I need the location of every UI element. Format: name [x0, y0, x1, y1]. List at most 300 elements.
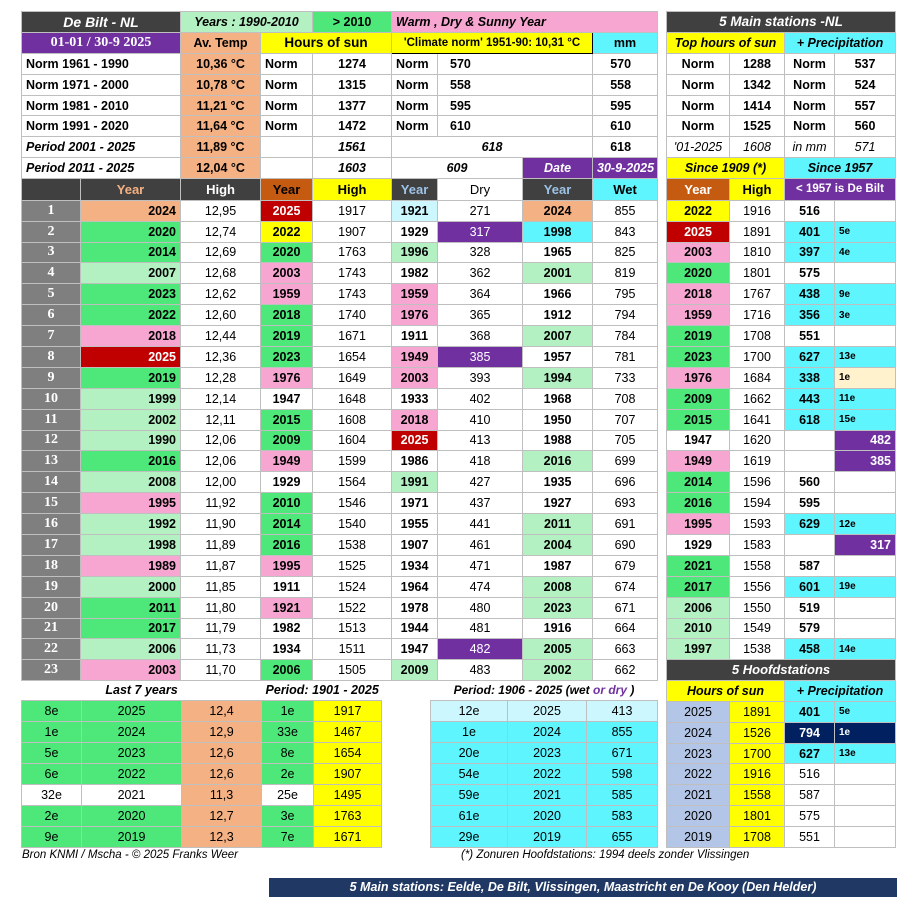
- wet-value: 699: [593, 451, 658, 472]
- rank-number: 23: [22, 660, 81, 681]
- wet-rank: 61e: [431, 805, 508, 826]
- main5-row: [667, 493, 896, 514]
- temp-year: 2002: [81, 409, 181, 430]
- rank-number: 7: [22, 326, 81, 347]
- wet-year: 2002: [523, 660, 593, 681]
- temp-year: 1999: [81, 388, 181, 409]
- last7-year: 2019: [82, 826, 182, 847]
- sun-year: 1995: [261, 555, 313, 576]
- wet-year: 2020: [508, 805, 587, 826]
- m-year: 2015: [667, 409, 730, 430]
- main5-row: [667, 514, 896, 535]
- sun-year: 2025: [261, 200, 313, 221]
- dry-value: 483: [438, 660, 523, 681]
- norm5-sun: 1414: [730, 95, 785, 116]
- m-sun: 1619: [730, 451, 785, 472]
- period-temp: 12,04 °C: [181, 158, 261, 179]
- norm5-sun: 1288: [730, 53, 785, 74]
- sun-value: 1564: [313, 472, 392, 493]
- wet-value: 679: [593, 555, 658, 576]
- since-row: [667, 158, 896, 179]
- norm-word: Norm: [392, 116, 438, 137]
- hoofd-precip-rank: [835, 827, 896, 848]
- date-value: 30-9-2025: [593, 158, 658, 179]
- wet-rank: 29e: [431, 826, 508, 847]
- ranking-row: [22, 576, 658, 597]
- sun-value: 1511: [313, 639, 392, 660]
- dry-value: 480: [438, 597, 523, 618]
- rank-number: 3: [22, 242, 81, 263]
- temp-value: 11,92: [181, 493, 261, 514]
- sun-year: 2010: [261, 493, 313, 514]
- wet-value: 585: [587, 784, 658, 805]
- main5-row: [667, 221, 896, 242]
- m-year: 2020: [667, 263, 730, 284]
- ranking-row: [22, 263, 658, 284]
- wet-value: 794: [593, 305, 658, 326]
- temp-year: 2016: [81, 451, 181, 472]
- wet-year: 1965: [523, 242, 593, 263]
- m-precip: 397: [785, 242, 835, 263]
- sun-value: 1522: [313, 597, 392, 618]
- dry-year: 1964: [392, 576, 438, 597]
- m-precip-rank: [835, 326, 896, 347]
- wet-row: [431, 826, 658, 847]
- ranking-row: [22, 430, 658, 451]
- m-high-header: High: [730, 179, 785, 201]
- norm-dry: 610: [438, 116, 593, 137]
- temp-value: 12,11: [181, 409, 261, 430]
- rank-number: 15: [22, 493, 81, 514]
- main5-row: [667, 305, 896, 326]
- main5-row: [667, 409, 896, 430]
- temp-year: 2008: [81, 472, 181, 493]
- last7-temp: 12,4: [182, 701, 262, 722]
- avtemp-header: Av. Temp: [181, 32, 261, 53]
- m-precip-rank: 5e: [835, 221, 896, 242]
- wet-value: 795: [593, 284, 658, 305]
- rank-number: 11: [22, 409, 81, 430]
- source-note: Bron KNMI / Mscha - © 2025 Franks Weer: [22, 849, 238, 861]
- period-dry: 609: [392, 158, 523, 179]
- sun-year: 2018: [261, 305, 313, 326]
- dry-year: 1982: [392, 263, 438, 284]
- sun-high-header: High: [313, 179, 392, 201]
- temp-value: 11,80: [181, 597, 261, 618]
- main5-row: [667, 639, 896, 660]
- m-year: 1949: [667, 451, 730, 472]
- sun-value: 1743: [313, 263, 392, 284]
- hoofd-year: 2025: [667, 701, 730, 722]
- temp-rank: 1e: [22, 722, 82, 743]
- m-sun: 1767: [730, 284, 785, 305]
- m-year: 1976: [667, 367, 730, 388]
- hoofd-year: 2023: [667, 743, 730, 764]
- sun-value: 1740: [313, 305, 392, 326]
- rank-number: 4: [22, 263, 81, 284]
- last7-row: [22, 722, 382, 743]
- ranking-row: [22, 472, 658, 493]
- norm-row: [22, 74, 658, 95]
- wet-year: 1916: [523, 618, 593, 639]
- sun-year: 1949: [261, 451, 313, 472]
- sun-year: 2022: [261, 221, 313, 242]
- period5-row: [667, 137, 896, 158]
- m-year: 1995: [667, 514, 730, 535]
- period-wet: 618: [593, 137, 658, 158]
- norm5-precip: 524: [835, 74, 896, 95]
- norm-dry: 558: [438, 74, 593, 95]
- m-precip: 627: [785, 346, 835, 367]
- wet-value: 598: [587, 764, 658, 785]
- dry-year: 2025: [392, 430, 438, 451]
- period-sun: 1561: [313, 137, 392, 158]
- hoofd-precip: 401: [785, 701, 835, 722]
- temp-value: 12,69: [181, 242, 261, 263]
- wet-year: 2025: [508, 701, 587, 722]
- blank: [261, 137, 313, 158]
- rank-number: 17: [22, 534, 81, 555]
- wet-value: 843: [593, 221, 658, 242]
- temp-rank: 2e: [22, 805, 82, 826]
- m-year: 1947: [667, 430, 730, 451]
- main5-row: [667, 618, 896, 639]
- dry-value: 427: [438, 472, 523, 493]
- wet-value: 784: [593, 326, 658, 347]
- wet-row: [431, 805, 658, 826]
- m-precip: 356: [785, 305, 835, 326]
- main5-row: [667, 263, 896, 284]
- sun-year: 1929: [261, 472, 313, 493]
- temp-year: 2014: [81, 242, 181, 263]
- ranking-row: [22, 534, 658, 555]
- norm-word: Norm: [261, 53, 313, 74]
- main5-row: [667, 555, 896, 576]
- main5-row: [667, 326, 896, 347]
- m-year-header: Year: [667, 179, 730, 201]
- hoofd-sun: 1801: [730, 806, 785, 827]
- m-precip: 575: [785, 263, 835, 284]
- norm5-sun: 1525: [730, 116, 785, 137]
- norm5-word: Norm: [667, 74, 730, 95]
- m-precip-rank: [835, 555, 896, 576]
- wet-value: 855: [587, 722, 658, 743]
- rank-number: 5: [22, 284, 81, 305]
- m-sun: 1538: [730, 639, 785, 660]
- wet-year: 1935: [523, 472, 593, 493]
- last7-temp: 12,7: [182, 805, 262, 826]
- sun-value: 1538: [313, 534, 392, 555]
- sun-value: 1540: [313, 514, 392, 535]
- m-precip: 516: [785, 200, 835, 221]
- hoofd-precip: 551: [785, 827, 835, 848]
- dry-year: 1929: [392, 221, 438, 242]
- m-precip-rank: 1e: [835, 367, 896, 388]
- m-precip: [785, 534, 835, 555]
- norm-word: Norm: [392, 74, 438, 95]
- sun-year: 2015: [261, 409, 313, 430]
- wet-year: 1987: [523, 555, 593, 576]
- hoofd-sun-header: Hours of sun: [667, 680, 785, 701]
- hoofd-title: 5 Hoofdstations: [667, 660, 896, 681]
- norm5-row: [667, 74, 896, 95]
- dry-value: 441: [438, 514, 523, 535]
- ranking-row: [22, 639, 658, 660]
- hoofd-year: 2024: [667, 722, 730, 743]
- wet-header: Wet: [593, 179, 658, 201]
- main5-row: [667, 367, 896, 388]
- ranking-row: [22, 367, 658, 388]
- dry-value: 393: [438, 367, 523, 388]
- temp-value: 12,06: [181, 430, 261, 451]
- ranking-row: [22, 597, 658, 618]
- dry-header: Dry: [438, 179, 523, 201]
- dry-value: 271: [438, 200, 523, 221]
- m-sun: 1662: [730, 388, 785, 409]
- temp-year: 2024: [81, 200, 181, 221]
- norm5-word: Norm: [785, 116, 835, 137]
- dry-year: 1921: [392, 200, 438, 221]
- wet-year: 2008: [523, 576, 593, 597]
- wet-year: 1957: [523, 346, 593, 367]
- m-year: 2016: [667, 493, 730, 514]
- m-year: 2021: [667, 555, 730, 576]
- main5-row: [667, 472, 896, 493]
- temp-year: 2025: [81, 346, 181, 367]
- wet-year: 2021: [508, 784, 587, 805]
- ranking-row: [22, 409, 658, 430]
- wet-dry-table: [430, 680, 658, 848]
- hoofd-precip: 627: [785, 743, 835, 764]
- wet-value: 655: [587, 826, 658, 847]
- sun-rank: 8e: [262, 743, 314, 764]
- hoofd-precip-rank: 1e: [835, 722, 896, 743]
- hoofd-row: [667, 701, 896, 722]
- wet-row: [431, 722, 658, 743]
- dry-year: 1976: [392, 305, 438, 326]
- m-precip: 551: [785, 326, 835, 347]
- hoofd-sun: 1916: [730, 764, 785, 785]
- main-stations-table: [666, 11, 896, 660]
- dry-value: 413: [438, 430, 523, 451]
- wet-year: 2019: [508, 826, 587, 847]
- m-year: 2014: [667, 472, 730, 493]
- years-range: Years : 1990-2010: [181, 12, 313, 33]
- last7-temp: 11,3: [182, 784, 262, 805]
- dry-year: 1986: [392, 451, 438, 472]
- m-precip: 438: [785, 284, 835, 305]
- hoofd-precip-rank: [835, 806, 896, 827]
- last7-sun: 1467: [314, 722, 382, 743]
- norm-word: Norm: [392, 53, 438, 74]
- period-label: Period 2011 - 2025: [22, 158, 181, 179]
- last7-temp: 12,6: [182, 764, 262, 785]
- ranking-row: [22, 660, 658, 681]
- hoofd-sun: 1708: [730, 827, 785, 848]
- norm-temp: 11,64 °C: [181, 116, 261, 137]
- period5-unit: in mm: [785, 137, 835, 158]
- wet-year: 1966: [523, 284, 593, 305]
- m-precip: 443: [785, 388, 835, 409]
- dry-value: 418: [438, 451, 523, 472]
- m-precip: 338: [785, 367, 835, 388]
- temp-year: 2022: [81, 305, 181, 326]
- dry-year: 2009: [392, 660, 438, 681]
- sun-year: 2009: [261, 430, 313, 451]
- m-year: 2006: [667, 597, 730, 618]
- main5-title: 5 Main stations -NL: [667, 12, 896, 33]
- wet-row: [431, 743, 658, 764]
- m-precip-rank: 11e: [835, 388, 896, 409]
- hoofd-precip: 516: [785, 764, 835, 785]
- norm5-precip: 537: [835, 53, 896, 74]
- m-precip-rank: 13e: [835, 346, 896, 367]
- last7-temp: 12,9: [182, 722, 262, 743]
- wet-value: 664: [593, 618, 658, 639]
- dry-year: 1978: [392, 597, 438, 618]
- period5-label: '01-2025: [667, 137, 730, 158]
- norm-word: Norm: [261, 116, 313, 137]
- m-year: 2003: [667, 242, 730, 263]
- hoofd-sun: 1700: [730, 743, 785, 764]
- wet-year: 2023: [523, 597, 593, 618]
- m-sun: 1700: [730, 346, 785, 367]
- wet-year: 2011: [523, 514, 593, 535]
- m-precip-rank: [835, 493, 896, 514]
- norm5-sun: 1342: [730, 74, 785, 95]
- temp-value: 12,00: [181, 472, 261, 493]
- norm-word: Norm: [261, 74, 313, 95]
- norm-temp: 10,36 °C: [181, 53, 261, 74]
- hoofd-sun: 1558: [730, 785, 785, 806]
- m-precip: 595: [785, 493, 835, 514]
- hoofd-precip-rank: [835, 785, 896, 806]
- rank-number: 6: [22, 305, 81, 326]
- m-precip: 587: [785, 555, 835, 576]
- hoofd-precip: 575: [785, 806, 835, 827]
- temp-value: 12,36: [181, 346, 261, 367]
- temp-rank: 5e: [22, 743, 82, 764]
- rank-number: 14: [22, 472, 81, 493]
- wet-value: 662: [593, 660, 658, 681]
- station-title: De Bilt - NL: [22, 12, 181, 33]
- wet-year: 1912: [523, 305, 593, 326]
- m-sun: 1716: [730, 305, 785, 326]
- wet-value: 690: [593, 534, 658, 555]
- m-precip: [785, 430, 835, 451]
- sun-value: 1654: [313, 346, 392, 367]
- sun-year: 1976: [261, 367, 313, 388]
- period5-sun: 1608: [730, 137, 785, 158]
- rank-number: 19: [22, 576, 81, 597]
- dry-year: 1996: [392, 242, 438, 263]
- norm5-word: Norm: [785, 74, 835, 95]
- dry-year: 1907: [392, 534, 438, 555]
- m-year: 1959: [667, 305, 730, 326]
- sun-value: 1649: [313, 367, 392, 388]
- sun-rank: 25e: [262, 784, 314, 805]
- wet-year: 2022: [508, 764, 587, 785]
- hoofd-year: 2022: [667, 764, 730, 785]
- norm-row: [22, 116, 658, 137]
- m-precip-rank: [835, 618, 896, 639]
- m-sun: 1620: [730, 430, 785, 451]
- m-precip: 401: [785, 221, 835, 242]
- dry-value: 402: [438, 388, 523, 409]
- sun-value: 1604: [313, 430, 392, 451]
- last7-sun: 1671: [314, 826, 382, 847]
- dry-year: 1934: [392, 555, 438, 576]
- m-year: 2017: [667, 576, 730, 597]
- temp-value: 11,87: [181, 555, 261, 576]
- wet-value: 671: [593, 597, 658, 618]
- last7-row: [22, 701, 382, 722]
- m-precip-rank: [835, 597, 896, 618]
- last7-sun: 1495: [314, 784, 382, 805]
- norm-temp: 10,78 °C: [181, 74, 261, 95]
- right-column-header: [667, 179, 896, 201]
- temp-year: 2023: [81, 284, 181, 305]
- hoofd-row: [667, 743, 896, 764]
- norm-label: Norm 1991 - 2020: [22, 116, 181, 137]
- m-sun: 1891: [730, 221, 785, 242]
- norm-wet: 595: [593, 95, 658, 116]
- rank-number: 9: [22, 367, 81, 388]
- rank-number: 8: [22, 346, 81, 367]
- dry-year: 2018: [392, 409, 438, 430]
- m-sun: 1583: [730, 534, 785, 555]
- m-sun: 1641: [730, 409, 785, 430]
- rank-number: 21: [22, 618, 81, 639]
- wet-value: 696: [593, 472, 658, 493]
- temp-year-header: Year: [81, 179, 181, 201]
- m-precip-rank: 12e: [835, 514, 896, 535]
- stations-banner: 5 Main stations: Eelde, De Bilt, Vlissingen, Maastricht en De Kooy (Den Helder): [269, 878, 897, 897]
- ranking-row: [22, 346, 658, 367]
- norm5-row: [667, 95, 896, 116]
- period5-precip: 571: [835, 137, 896, 158]
- temp-value: 11,79: [181, 618, 261, 639]
- wet-value: 855: [593, 200, 658, 221]
- dry-value: 365: [438, 305, 523, 326]
- wet-row: [431, 764, 658, 785]
- wet-rank: 12e: [431, 701, 508, 722]
- main-table: [21, 11, 658, 681]
- hoofd-year: 2020: [667, 806, 730, 827]
- wet-value: 691: [593, 514, 658, 535]
- norm5-word: Norm: [667, 53, 730, 74]
- main5-row: [667, 388, 896, 409]
- m-year: 2010: [667, 618, 730, 639]
- wet-year-header: Year: [523, 179, 593, 201]
- blank: [261, 158, 313, 179]
- rank-number: 10: [22, 388, 81, 409]
- dry-value: 437: [438, 493, 523, 514]
- period-row: [22, 137, 658, 158]
- wet-year: 1994: [523, 367, 593, 388]
- m-year: 2022: [667, 200, 730, 221]
- sun-year: 2016: [261, 534, 313, 555]
- m-sun: 1558: [730, 555, 785, 576]
- m-precip: [785, 451, 835, 472]
- period-sun: 1603: [313, 158, 392, 179]
- gt2010-label: > 2010: [313, 12, 392, 33]
- wet-year: 2023: [508, 743, 587, 764]
- m-precip: 601: [785, 576, 835, 597]
- last7-year: 2023: [82, 743, 182, 764]
- sun-year: 1982: [261, 618, 313, 639]
- sun-value: 1917: [313, 200, 392, 221]
